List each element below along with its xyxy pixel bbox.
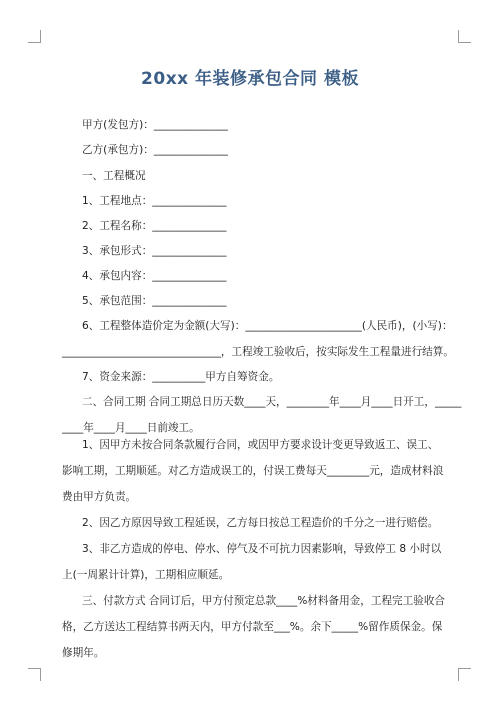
corner-mark-top-left: [28, 30, 41, 43]
item-4-line: 4、承包内容：______________: [82, 270, 227, 282]
item-2-line: 2、工程名称：______________: [82, 220, 227, 232]
item-5-line: 5、承包范围：______________: [82, 295, 227, 307]
paragraph-payment-terms: 三、付款方式 合同订后，甲方付预定总款____%材料备用金，工程完工验收合格，乙方送达工程结算书两天内，甲方付款至___%。余下_____%留作质保金。保修期年。: [62, 595, 446, 659]
corner-mark-bottom-left: [28, 668, 41, 681]
paragraph-force-majeure: 3、非乙方造成的停电、停水、停气及不可抗力因素影响，导致停工 8 小时以上(一周累计计算)，工期相应顺延。: [62, 543, 442, 581]
paragraph-delay-by-party-b: 2、因乙方原因导致工程延误，乙方每日按总工程造价的千分之一进行赔偿。: [82, 517, 439, 529]
item-6-line: 6、工程整体造价定为金额(大写)：______________________(人民币)，(小写)：: [82, 320, 453, 332]
party-b-line: 乙方(承包方)：______________: [82, 144, 228, 156]
item-1-line: 1、工程地点：______________: [82, 195, 227, 207]
section-1-heading: 一、工程概况: [82, 170, 146, 182]
corner-mark-top-right: [458, 30, 471, 43]
document-title: 20xx 年装修承包合同 模板: [141, 69, 359, 89]
item-7-line: 7、资金来源：__________甲方自筹资金。: [82, 371, 280, 383]
section-2-line-1: 二、合同工期 合同工期总日历天数____天，________年____月____日开工，_____: [82, 396, 462, 408]
party-a-line: 甲方(发包方)：______________: [82, 119, 228, 131]
item-3-line: 3、承包形式：______________: [82, 245, 227, 257]
section-2-line-2: ____年____月____日前竣工。: [62, 422, 200, 434]
paragraph-delay-by-party-a: 1、因甲方未按合同条款履行合同，或因甲方要求设计变更导致返工、误工、影响工期，工期顺延。对乙方造成误工的，付误工费每天________元，造成材料浪费由甲方负责。: [62, 439, 444, 503]
item-6-continuation: ______________________________，工程竣工验收后，按实际发生工程量进行结算。: [62, 346, 454, 358]
corner-mark-bottom-right: [458, 668, 471, 681]
